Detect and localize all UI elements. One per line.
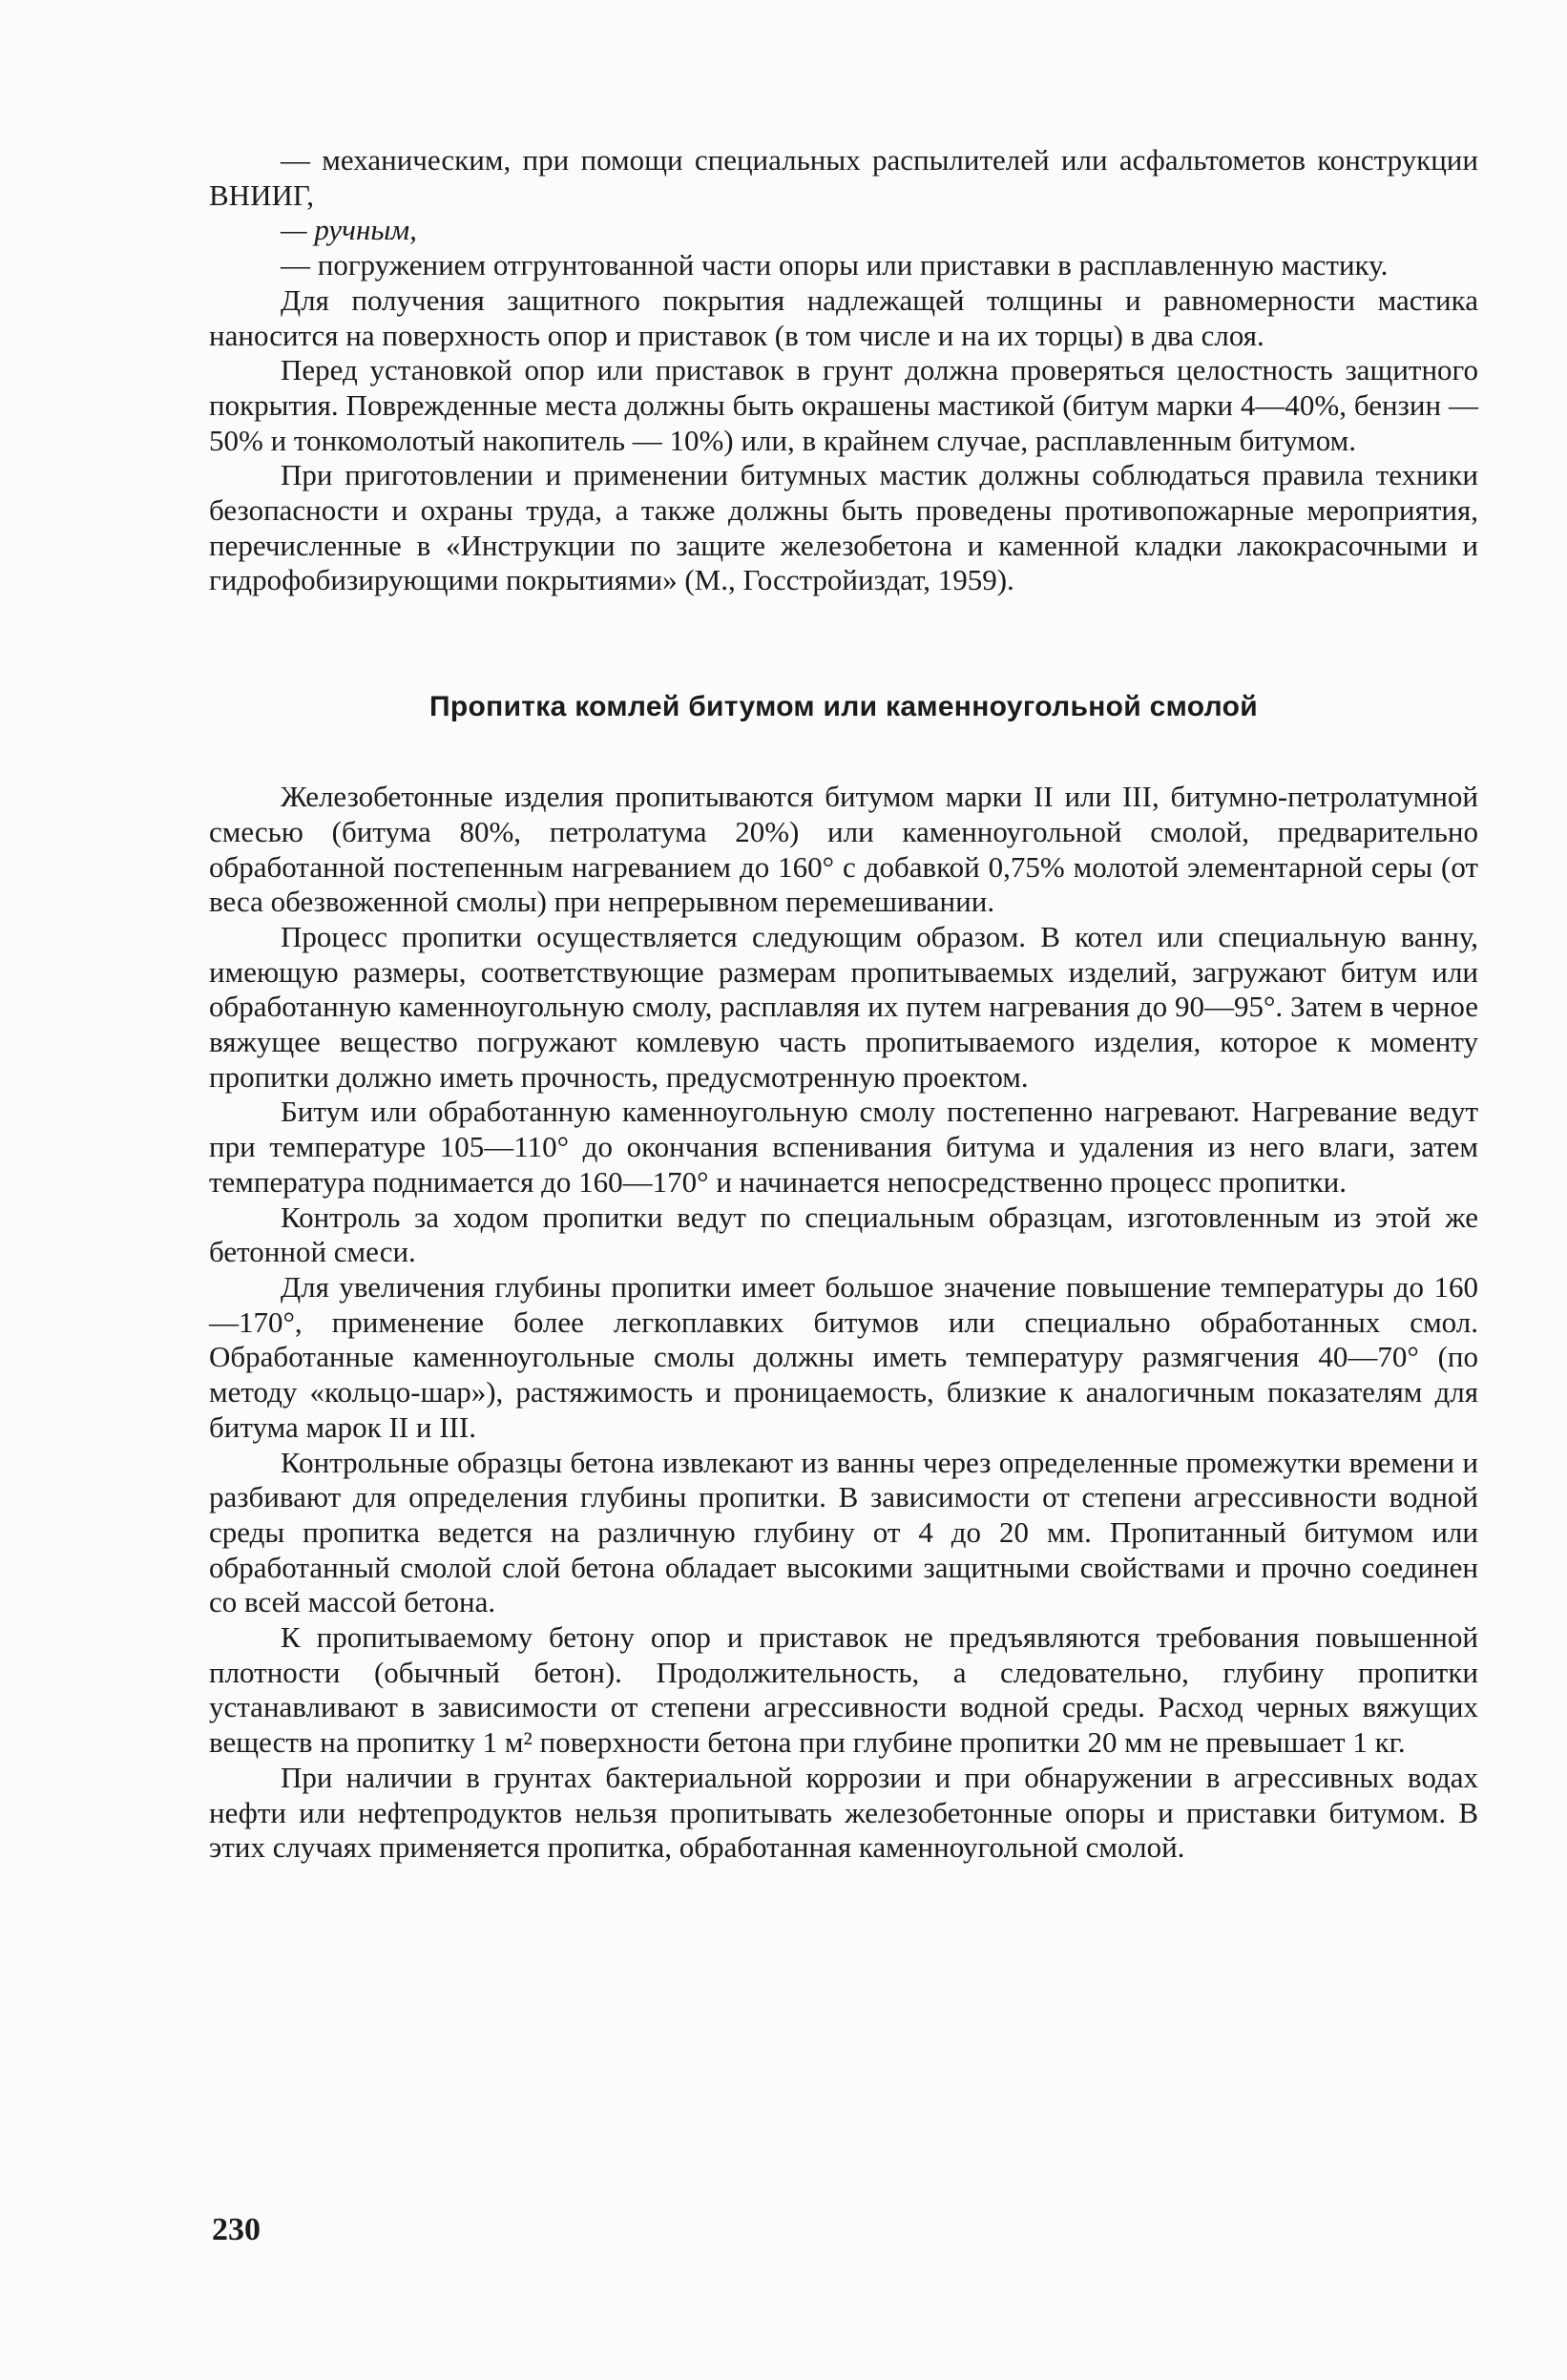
paragraph: Для увеличения глубины пропитки имеет большое значение повышение температуры до 160—170°, применение более легкоплавких битумов или специально обработанных смол. Обработанные каменноугольные смолы должны иметь температуру размягчения 40—70° (по методу «кольцо-шар»), растяжимость и проницаемость, близкие к аналогичным показателям для битума марок II и III. [209, 1269, 1478, 1444]
paragraph: Перед установкой опор или приставок в грунт должна проверяться целостность защитного покрытия. Поврежденные места должны быть окрашены мастикой (битум марки 4—40%, бензин — 50% и тонкомолотый накопитель — 10%) или, в крайнем случае, расплавленным битумом. [209, 353, 1478, 457]
paragraph: Контроль за ходом пропитки ведут по специальным образцам, изготовленным из этой же бетонной смеси. [209, 1200, 1478, 1269]
paragraph: При наличии в грунтах бактериальной коррозии и при обнаружении в агрессивных водах нефти или нефтепродуктов нельзя пропитывать железобетонные опоры и приставки битумом. В этих случаях применяется пропитка, обработанная каменноугольной смолой. [209, 1760, 1478, 1865]
paragraph: Для получения защитного покрытия надлежащей толщины и равномерности мастика наносится на поверхность опор и приставок (в том числе и на их торцы) в два слоя. [209, 282, 1478, 352]
section-heading: Пропитка комлей битумом или каменноугольной смолой [429, 691, 1258, 723]
paragraph: Битум или обработанную каменноугольную смолу постепенно нагревают. Нагревание ведут при температуре 105—110° до окончания вспенивания битума и удаления из него влаги, затем температура поднимается до 160—170° и начинается непосредственно процесс пропитки. [209, 1095, 1478, 1199]
emphasis-text: — ручным, [281, 213, 417, 247]
paragraph: К пропитываемому бетону опор и приставок не предъявляются требования повышенной плотности (обычный бетон). Продолжительность, а следовательно, глубину пропитки устанавливают в зависимости от степени агрессивности водной среды. Расход черных вяжущих веществ на пропитку 1 м² поверхности бетона при глубине пропитки 20 мм не превышает 1 кг. [209, 1620, 1478, 1760]
page-body [209, 143, 1478, 1866]
page-number: 230 [212, 2212, 261, 2247]
paragraph: При приготовлении и применении битумных мастик должны соблюдаться правила техники безопасности и охраны труда, а также должны быть проведены противопожарные мероприятия, перечисленные в «Инструкции по защите железобетона и каменной кладки лакокрасочными и гидрофобизирующими покрытиями» (М., Госстройиздат, 1959). [209, 458, 1478, 597]
paragraph: — механическим, при помощи специальных распылителей или асфальтометов конструкции ВНИИГ, [209, 143, 1478, 212]
paragraph [209, 213, 1478, 248]
paragraph: Железобетонные изделия пропитываются битумом марки II или III, битумно-петролатумной смесью (битума 80%, петролатума 20%) или каменноугольной смолой, предварительно обработанной постепенным нагреванием до 160° с добавкой 0,75% молотой элементарной серы (от веса обезвоженной смолы) при непрерывном перемешивании. [209, 780, 1478, 919]
paragraph: — погружением отгрунтованной части опоры или приставки в расплавленную мастику. [281, 248, 1389, 282]
paragraph: Контрольные образцы бетона извлекают из ванны через определенные промежутки времени и разбивают для определения глубины пропитки. В зависимости от степени агрессивности водной среды пропитка ведется на различную глубину от 4 до 20 мм. Пропитанный битумом или обработанный смолой слой бетона обладает высокими защитными свойствами и прочно соединен со всей массой бетона. [209, 1445, 1478, 1619]
paragraph: Процесс пропитки осуществляется следующим образом. В котел или специальную ванну, имеющую размеры, соответствующие размерам пропитываемых изделий, загружают битум или обработанную каменноугольную смолу, расплавляя их путем нагревания до 90—95°. Затем в черное вяжущее вещество погружают комлевую часть пропитываемого изделия, которое к моменту пропитки должно иметь прочность, предусмотренную проектом. [209, 919, 1478, 1094]
